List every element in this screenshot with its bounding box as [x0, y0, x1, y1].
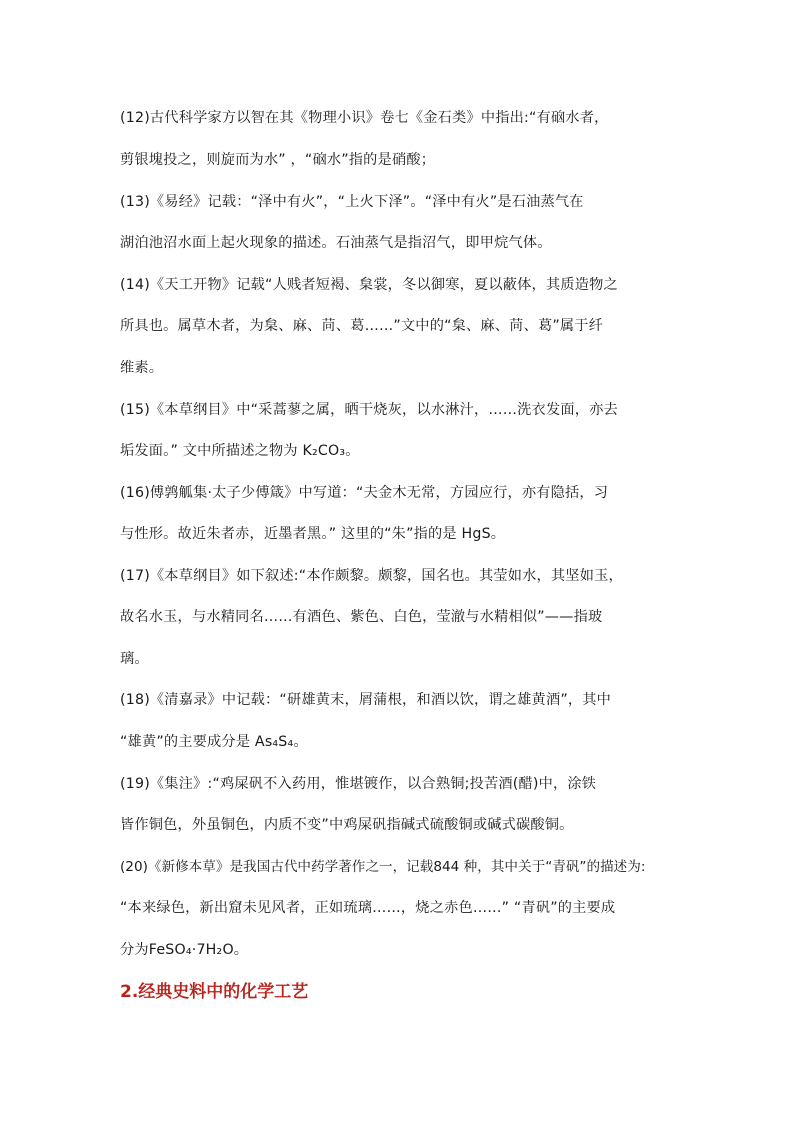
text-line: 垢发面。” 文中所描述之物为 K₂CO₃。 [120, 443, 360, 459]
text-line: 与性形。故近朱者赤，近墨者黑。” 这里的“朱”指的是 HgS。 [120, 526, 506, 542]
text-line: “雄黄”的主要成分是 As₄S₄。 [120, 734, 308, 750]
text-line: (14)《天工开物》记载“人贱者短褐、枲裳，冬以御寒，夏以蔽体，其质造物之 [120, 277, 618, 293]
text-line: (20)《新修本草》是我国古代中药学著作之一，记载844 种，其中关于“青矾”的描述为: [120, 859, 646, 875]
text-line: 剪银塊投之，则旋而为水” ，“硇水”指的是硝酸； [120, 152, 436, 168]
text-line: (16)傅鹑觚集·太子少傅箴》中写道：“夫金木无常，方园应行，亦有隐括，习 [120, 485, 609, 501]
text-line: (12)古代科学家方以智在其《物理小识》卷七《金石类》中指出:“有硇水者， [120, 110, 609, 126]
text-line: (19)《集注》:“鸡屎矾不入药用，惟堪镀作，以合熟铜;投苦酒(醋)中，涂铁 [120, 776, 597, 792]
text-line: 所具也。属草木者，为枲、麻、苘、葛……”文中的“枲、麻、苘、葛”属于纤 [120, 318, 604, 334]
section-heading: 2.经典史料中的化学工艺 [120, 982, 309, 1002]
text-line: 故名水玉，与水精同名……有酒色、紫色、白色，莹澈与水精相似”——指玻 [120, 609, 603, 625]
text-line: 维素。 [120, 360, 164, 376]
text-line: (15)《本草纲目》中“采蒿蓼之属，晒干烧灰，以水淋汁，……洗衣发面，亦去 [120, 402, 618, 418]
text-line: 璃。 [120, 651, 149, 667]
text-line: (17)《本草纲目》如下叙述:“本作颇黎。颇黎，国名也。其莹如水，其坚如玉， [120, 568, 623, 584]
text-line: 分为FeSO₄·7H₂O。 [120, 942, 249, 958]
text-line: 皆作铜色，外虽铜色，内质不变”中鸡屎矾指碱式硫酸铜或碱式碳酸铜。 [120, 817, 574, 833]
text-line: 湖泊池沼水面上起火现象的描述。石油蒸气是指沼气，即甲烷气体。 [120, 235, 552, 251]
text-line: (13)《易经》记载：“泽中有火”，“上火下泽”。“泽中有火”是石油蒸气在 [120, 194, 584, 210]
text-line: (18)《清嘉录》中记载：“研雄黄末，屑蒲根，和酒以饮，谓之雄黄酒”，其中 [120, 692, 612, 708]
text-line: “本来绿色，新出窟未见风者，正如琉璃……，烧之赤色……” “青矾”的主要成 [120, 900, 616, 916]
